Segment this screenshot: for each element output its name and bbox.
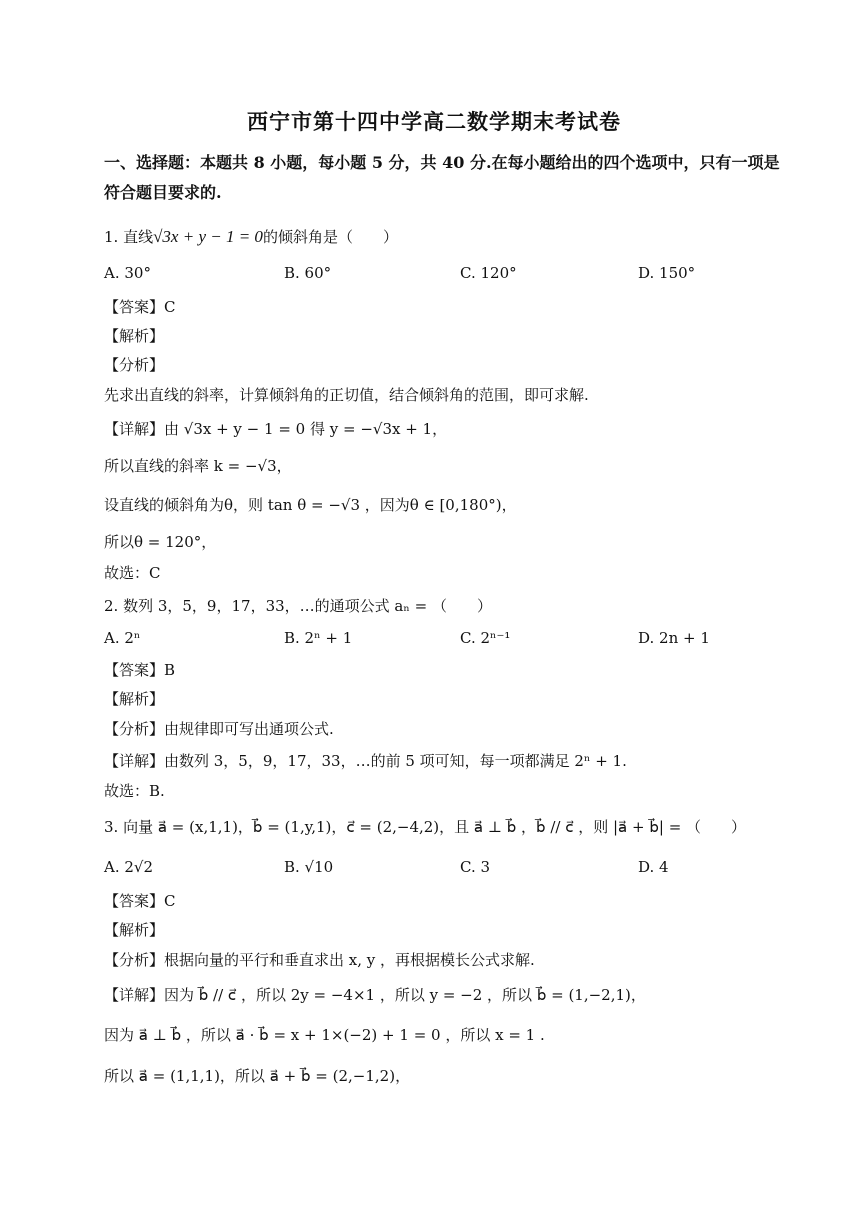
q1-detail-3: 设直线的倾斜角为θ，则 tan θ = −√3 ，因为θ ∈ [0,180°)， bbox=[104, 496, 517, 514]
q1-option-d: D. 150° bbox=[638, 264, 696, 282]
q3-option-c: C. 3 bbox=[460, 858, 491, 876]
q3-detail-2: 因为 a⃗ ⊥ b⃗ ，所以 a⃗ · b⃗ = x + 1×(−2) + 1 = 0 ，所以 x = 1 . bbox=[104, 1026, 545, 1044]
q1-conclusion: 故选：C bbox=[104, 564, 161, 582]
q3-answer: 【答案】C bbox=[104, 892, 176, 910]
q1-detail-1: 【详解】由 √3x + y − 1 = 0 得 y = −√3x + 1， bbox=[104, 420, 448, 438]
q2-analysis-heading: 【解析】 bbox=[104, 690, 165, 708]
q2-answer: 【答案】B bbox=[104, 661, 176, 679]
q1-analysis-heading: 【解析】 bbox=[104, 327, 165, 345]
q2-option-a: A. 2ⁿ bbox=[104, 629, 141, 647]
q3-detail-1: 【详解】因为 b⃗ // c⃗ ，所以 2y = −4×1 ，所以 y = −2 ，所以 b⃗ = (1,−2,1)， bbox=[104, 986, 646, 1004]
q1-option-b: B. 60° bbox=[284, 264, 332, 282]
question-1-stem: 1. 直线√3x + y − 1 = 0的倾斜角是（ ） bbox=[104, 227, 398, 246]
page-title: 西宁市第十四中学高二数学期末考试卷 bbox=[247, 109, 621, 134]
q2-option-b: B. 2ⁿ + 1 bbox=[284, 629, 353, 647]
q1-detail-2: 所以直线的斜率 k = −√3， bbox=[104, 457, 292, 475]
q3-fenxi: 【分析】根据向量的平行和垂直求出 x, y ，再根据模长公式求解. bbox=[104, 951, 535, 969]
q3-option-b: B. √10 bbox=[284, 858, 334, 876]
q3-detail-3: 所以 a⃗ = (1,1,1)，所以 a⃗ + b⃗ = (2,−1,2)， bbox=[104, 1067, 411, 1085]
q3-analysis-heading: 【解析】 bbox=[104, 921, 165, 939]
question-2-stem: 2. 数列 3，5，9，17，33，…的通项公式 aₙ = （ ） bbox=[104, 597, 492, 615]
q1-fenxi-text: 先求出直线的斜率，计算倾斜角的正切值，结合倾斜角的范围，即可求解. bbox=[104, 386, 589, 404]
q1-option-a: A. 30° bbox=[104, 264, 151, 282]
q2-conclusion: 故选：B. bbox=[104, 782, 165, 800]
q2-fenxi: 【分析】由规律即可写出通项公式. bbox=[104, 720, 334, 738]
question-3-stem: 3. 向量 a⃗ = (x,1,1)，b⃗ = (1,y,1)，c⃗ = (2,−4,2)，且 a⃗ ⊥ b⃗ ，b⃗ // c⃗ ，则 |a⃗ + b⃗| = （ ） bbox=[104, 818, 747, 836]
q1-detail-4: 所以θ = 120°， bbox=[104, 533, 217, 551]
q2-option-c: C. 2ⁿ⁻¹ bbox=[460, 629, 511, 647]
section-heading: 一、选择题：本题共 8 小题，每小题 5 分，共 40 分.在每小题给出的四个选项中，只有一项是符合题目要求的. bbox=[104, 153, 780, 202]
q2-detail: 【详解】由数列 3，5，9，17，33，…的前 5 项可知，每一项都满足 2ⁿ + 1. bbox=[104, 752, 627, 770]
q2-option-d: D. 2n + 1 bbox=[638, 629, 710, 647]
q3-option-d: D. 4 bbox=[638, 858, 669, 876]
q1-option-c: C. 120° bbox=[460, 264, 517, 282]
q3-option-a: A. 2√2 bbox=[104, 858, 154, 876]
q1-fenxi-heading: 【分析】 bbox=[104, 356, 165, 374]
q1-answer: 【答案】C bbox=[104, 298, 176, 316]
